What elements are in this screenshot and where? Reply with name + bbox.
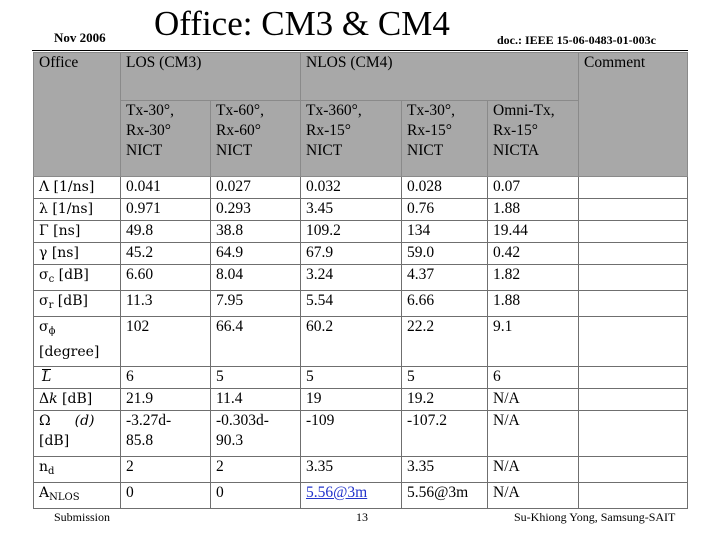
table-cell: 0.971 [121,199,211,221]
table-cell: -3.27d- 85.8 [121,411,211,457]
table-cell: 67.9 [301,243,402,265]
header-nlos-cm4: NLOS (CM4) [301,53,579,101]
footer-submission: Submission [54,510,111,524]
table-cell: 0.032 [301,177,402,199]
document-id: doc.: IEEE 15-06-0483-01-003c [497,33,656,47]
table-cell: 5 [211,367,301,389]
table-cell: 3.35 [402,457,488,483]
slide-title: Office: CM3 & CM4 [154,4,450,43]
row-label: γ [ns] [34,243,121,265]
table-cell: 0.027 [211,177,301,199]
table-cell: 19 [301,389,402,411]
table-cell: 0 [121,483,211,509]
header-los-cm3: LOS (CM3) [121,53,301,101]
table-cell: 49.8 [121,221,211,243]
table-cell: 64.9 [211,243,301,265]
row-label: λ [1/ns] [34,199,121,221]
table-cell: 5 [402,367,488,389]
table-cell: 19.2 [402,389,488,411]
header-rule [32,50,688,51]
table-cell: 66.4 [211,317,301,367]
table-row [34,389,688,411]
table-cell: 4.37 [402,265,488,291]
subheader-cell: Omni-Tx, Rx-15° NICTA [488,101,579,177]
row-label: L [34,367,121,389]
table-cell: 3.24 [301,265,402,291]
table-cell[interactable] [301,483,402,509]
comment-cell [579,483,688,509]
table-cell: -107.2 [402,411,488,457]
comment-cell [579,199,688,221]
table-cell: 0.028 [402,177,488,199]
table-cell: 11.4 [211,389,301,411]
header-date: Nov 2006 [54,30,106,45]
table-cell: 2 [211,457,301,483]
table-row [34,265,688,291]
row-label: Γ [ns] [34,221,121,243]
table-cell: -0.303d- 90.3 [211,411,301,457]
table-row [34,483,688,509]
table-cell: 6 [488,367,579,389]
comment-cell [579,457,688,483]
table-row [34,291,688,317]
row-label: $\sigma_r$ [dB] [34,291,121,317]
comment-cell [579,177,688,199]
link-value[interactable]: 5.56@3m [306,484,368,501]
table-cell: 0 [211,483,301,509]
table-cell: 19.44 [488,221,579,243]
table-cell: 9.1 [488,317,579,367]
table-cell: 5.56@3m [402,483,488,509]
table-cell: 38.8 [211,221,301,243]
table-cell: 6.66 [402,291,488,317]
comment-cell [579,389,688,411]
header-comment: Comment [579,53,688,177]
table-cell: 3.45 [301,199,402,221]
table-cell: 0.42 [488,243,579,265]
row-label: $n_d$ [34,457,121,483]
table-cell: N/A [488,483,579,509]
row-label: $\sigma_c$ [dB] [34,265,121,291]
parameter-table [33,52,688,509]
table-cell: 6.60 [121,265,211,291]
table-cell: N/A [488,457,579,483]
table-cell: -109 [301,411,402,457]
table-cell: 60.2 [301,317,402,367]
table-row [34,199,688,221]
table-row [34,317,688,367]
table-cell: 109.2 [301,221,402,243]
comment-cell [579,291,688,317]
table-row [34,177,688,199]
row-label: $\sigma_\phi$ [degree] [34,317,121,367]
subheader-cell: Tx-360°, Rx-15° NICT [301,101,402,177]
table-cell: 0.07 [488,177,579,199]
subheader-cell: Tx-60°, Rx-60° NICT [211,101,301,177]
table-row [34,243,688,265]
table-cell: 59.0 [402,243,488,265]
table-cell: 134 [402,221,488,243]
header-office: Office [34,53,121,177]
comment-cell [579,411,688,457]
table-cell: N/A [488,411,579,457]
row-label: Δk [dB] [34,389,121,411]
comment-cell [579,367,688,389]
table-row [34,367,688,389]
row-label: Ω (d) [dB] [34,411,121,457]
table-cell: 45.2 [121,243,211,265]
table-header-row [34,53,688,101]
comment-cell [579,221,688,243]
table-cell: 8.04 [211,265,301,291]
table-cell: 0.293 [211,199,301,221]
table-row [34,457,688,483]
table-cell: 5.54 [301,291,402,317]
table-cell: 0.76 [402,199,488,221]
footer-author: Su-Khiong Yong, Samsung-SAIT [514,510,676,524]
footer-page-number: 13 [356,510,368,524]
comment-cell [579,265,688,291]
comment-cell [579,243,688,265]
table-cell: 11.3 [121,291,211,317]
table-cell: 0.041 [121,177,211,199]
table-cell: 7.95 [211,291,301,317]
table-row [34,411,688,457]
table-cell: N/A [488,389,579,411]
table-cell: 1.88 [488,291,579,317]
row-label: $A_{NLOS}$ [34,483,121,509]
table-cell: 5 [301,367,402,389]
table-cell: 22.2 [402,317,488,367]
table-cell: 1.88 [488,199,579,221]
row-label: Λ [1/ns] [34,177,121,199]
table-cell: 6 [121,367,211,389]
table-cell: 21.9 [121,389,211,411]
table-row [34,221,688,243]
table-cell: 102 [121,317,211,367]
table-cell: 2 [121,457,211,483]
table-cell: 3.35 [301,457,402,483]
table-cell: 1.82 [488,265,579,291]
subheader-cell: Tx-30°, Rx-30° NICT [121,101,211,177]
comment-cell [579,317,688,367]
subheader-cell: Tx-30°, Rx-15° NICT [402,101,488,177]
